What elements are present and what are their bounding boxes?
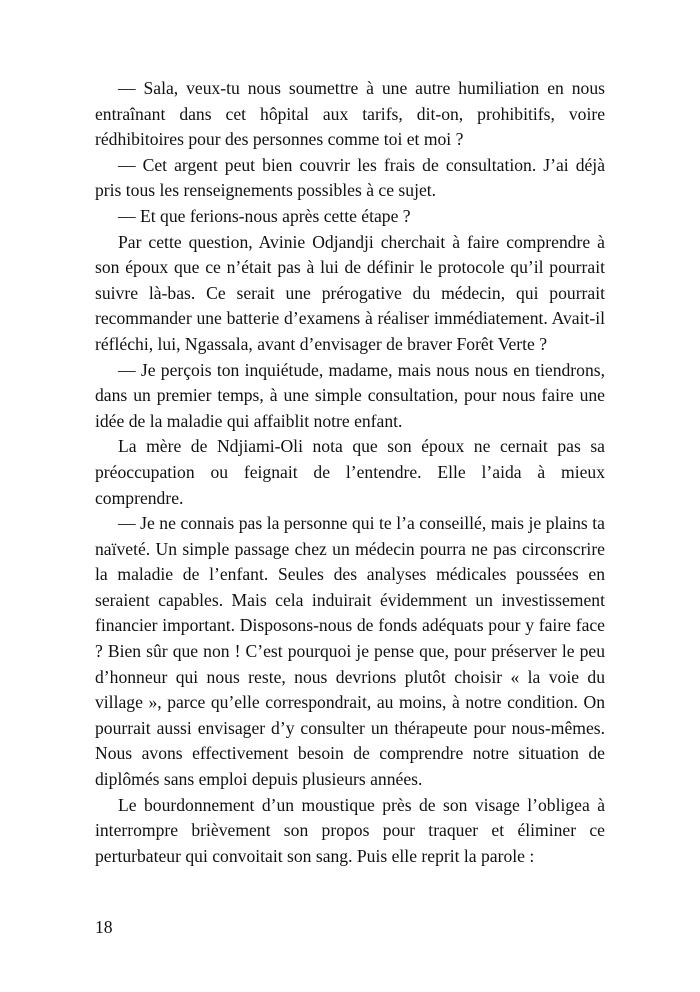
page-body	[95, 76, 605, 869]
paragraph: La mère de Ndjiami-Oli nota que son époux ne cernait pas sa préoccupation ou feignait de l’entendre. Elle l’aida à mieux comprendre.	[95, 436, 605, 508]
paragraph: — Cet argent peut bien couvrir les frais de consultation. J’ai déjà pris tous les renseignements possibles à ce sujet.	[95, 154, 605, 201]
paragraph: — Je perçois ton inquiétude, madame, mais nous nous en tiendrons, dans un premier temps, à une simple consultation, pour nous faire une idée de la maladie qui affaiblit notre enfant.	[95, 359, 605, 431]
paragraph: — Je ne connais pas la personne qui te l’a conseillé, mais je plains ta naïveté. Un simple passage chez un médecin pourra ne pas circonscrire la maladie de l’enfant. Seules des analyses médicales poussées en seraient capables. Mais cela induirait évidemment un investissement financier important. Disposons-nous de fonds adéquats pour y faire face ? Bien sûr que non ! C’est pourquoi je pense que, pour préserver le peu d’honneur qui nous reste, nous devrions plutôt choisir « la voie du village », parce qu’elle correspondrait, au moins, à notre condition. On pourrait aussi envisager d’y consulter un thérapeute pour nous-mêmes. Nous avons effectivement besoin de comprendre notre situation de diplômés sans emploi depuis plusieurs années.	[95, 513, 605, 790]
paragraph: Par cette question, Avinie Odjandji cherchait à faire comprendre à son époux que ce n’était pas à lui de définir le protocole qu’il pourrait suivre là-bas. Ce serait une prérogative du médecin, qui pourrait recommander une batterie d’examens à réaliser immédiatement. Avait-il réfléchi, lui, Ngassala, avant d’envisager de braver Forêt Verte ?	[95, 231, 605, 354]
page-number: 18	[95, 917, 113, 937]
paragraph: — Sala, veux-tu nous soumettre à une autre humiliation en nous entraînant dans cet hôpital aux tarifs, dit-on, prohibitifs, voire rédhibitoires pour des personnes comme toi et moi ?	[95, 78, 605, 150]
paragraph: Le bourdonnement d’un moustique près de son visage l’obligea à interrompre brièvement son propos pour traquer et éliminer ce perturbateur qui convoitait son sang. Puis elle reprit la parole :	[95, 794, 605, 866]
paragraph: — Et que ferions-nous après cette étape ?	[118, 205, 411, 226]
